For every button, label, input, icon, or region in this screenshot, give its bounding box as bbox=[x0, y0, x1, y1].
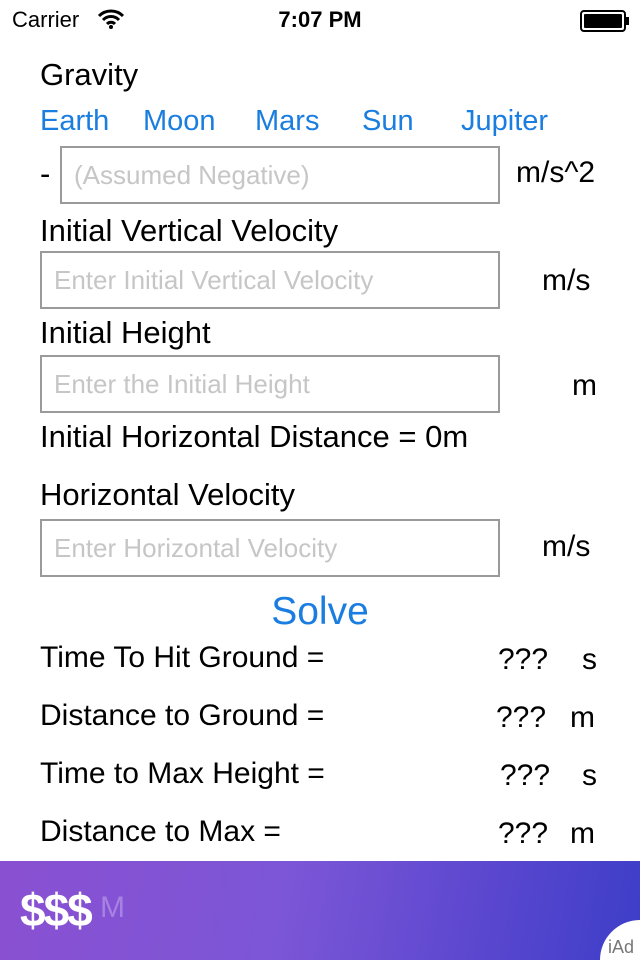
gravity-title: Gravity bbox=[40, 57, 139, 92]
battery-icon bbox=[580, 10, 630, 32]
result-time-to-ground-unit: s bbox=[582, 643, 597, 676]
result-time-to-max-value: ??? bbox=[500, 759, 551, 792]
result-distance-to-ground-unit: m bbox=[570, 701, 595, 734]
result-time-to-ground-value: ??? bbox=[498, 643, 549, 676]
iad-badge: iAd bbox=[607, 937, 634, 957]
ad-logo: $$$ bbox=[20, 884, 91, 936]
initial-height-title: Initial Height bbox=[40, 315, 211, 350]
clock: 7:07 PM bbox=[278, 7, 362, 32]
ad-banner[interactable] bbox=[0, 861, 640, 960]
gravity-earth-button[interactable]: Earth bbox=[40, 105, 110, 137]
result-distance-to-ground-label: Distance to Ground = bbox=[40, 699, 325, 732]
vertical-velocity-unit: m/s bbox=[542, 264, 591, 297]
result-distance-to-ground-value: ??? bbox=[496, 701, 547, 734]
gravity-mars-button[interactable]: Mars bbox=[255, 105, 320, 137]
horizontal-velocity-unit: m/s bbox=[542, 530, 591, 563]
horizontal-distance-note: Initial Horizontal Distance = 0m bbox=[40, 419, 469, 454]
gravity-sun-button[interactable]: Sun bbox=[362, 105, 414, 137]
initial-height-unit: m bbox=[572, 369, 597, 402]
gravity-input[interactable] bbox=[60, 146, 500, 204]
vertical-velocity-title: Initial Vertical Velocity bbox=[40, 213, 339, 248]
initial-height-input[interactable] bbox=[40, 355, 500, 413]
carrier-label: Carrier bbox=[12, 7, 80, 32]
solve-button-label: Solve bbox=[271, 590, 369, 633]
horizontal-velocity-input[interactable] bbox=[40, 519, 500, 577]
gravity-moon-button[interactable]: Moon bbox=[143, 105, 216, 137]
result-distance-to-max-value: ??? bbox=[498, 817, 549, 850]
horizontal-velocity-title: Horizontal Velocity bbox=[40, 477, 296, 512]
ad-text: M bbox=[100, 891, 125, 924]
result-time-to-ground-label: Time To Hit Ground = bbox=[40, 641, 325, 674]
result-time-to-max-label: Time to Max Height = bbox=[40, 757, 325, 790]
status-bar bbox=[0, 0, 640, 40]
gravity-unit: m/s^2 bbox=[516, 156, 596, 189]
vertical-velocity-input[interactable] bbox=[40, 251, 500, 309]
result-distance-to-max-label: Distance to Max = bbox=[40, 815, 281, 848]
result-distance-to-max-unit: m bbox=[570, 817, 595, 850]
result-time-to-max-unit: s bbox=[582, 759, 597, 792]
gravity-sign: - bbox=[40, 156, 51, 191]
gravity-jupiter-button[interactable]: Jupiter bbox=[461, 105, 549, 137]
solve-button[interactable] bbox=[0, 590, 640, 634]
